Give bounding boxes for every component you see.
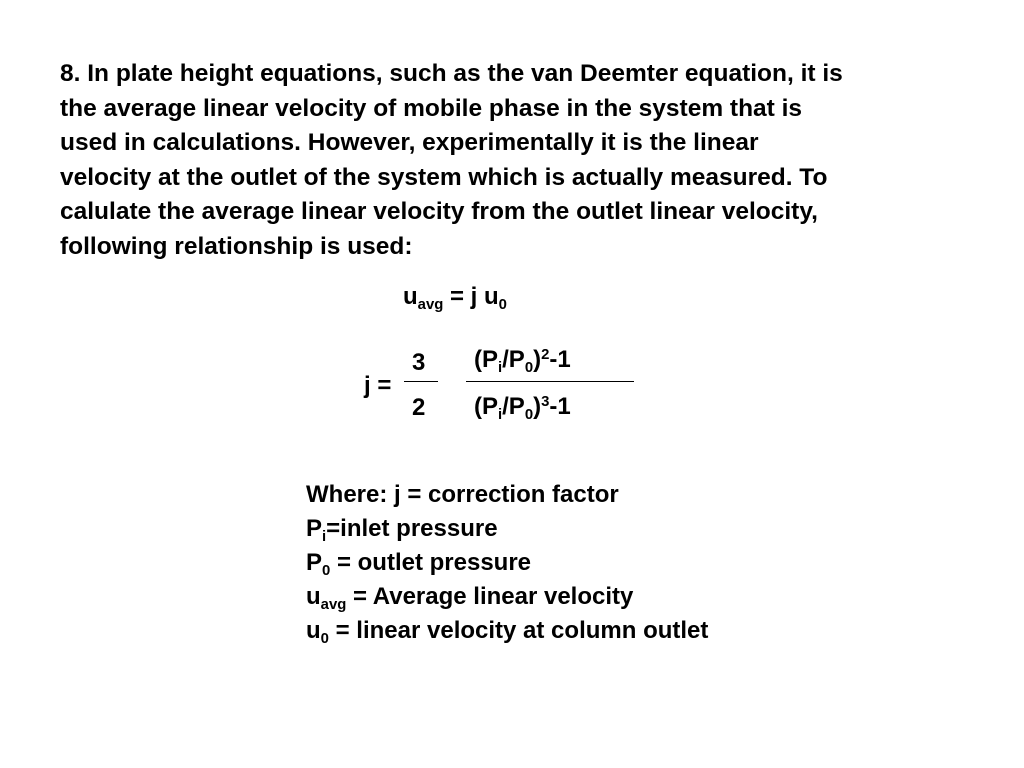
definition-pi-subscript: i xyxy=(322,529,327,546)
definition-u0-symbol: u xyxy=(306,617,321,644)
eq2-top-exponent: 2 xyxy=(541,346,550,363)
eq2-top-zero-subscript: 0 xyxy=(524,360,534,377)
definition-uavg-symbol: u xyxy=(306,583,321,610)
definition-where: Where: j = correction factor xyxy=(306,481,619,508)
definition-uavg-subscript: avg xyxy=(320,597,347,614)
question-line: the average linear velocity of mobile phase in the system that is xyxy=(60,94,803,122)
eq1-avg-subscript: avg xyxy=(417,297,444,314)
eq2-frac-denominator: 2 xyxy=(412,394,426,421)
eq2-bot-open: (P xyxy=(474,393,498,420)
question-line: used in calculations. However, experimentally it is the linear xyxy=(60,129,759,156)
question-line: calulate the average linear velocity from the outlet linear velocity, xyxy=(60,198,818,225)
eq2-top-mid: /P xyxy=(502,346,525,373)
definition-p0-symbol: P xyxy=(306,549,323,576)
definition-u0 xyxy=(306,614,708,648)
eq2-bot-exponent: 3 xyxy=(541,393,550,410)
eq2-j-label: j = xyxy=(364,372,392,399)
definition-uavg-text: = Average linear velocity xyxy=(346,583,634,610)
equation-uavg xyxy=(403,283,507,314)
definition-p0-text: = outlet pressure xyxy=(330,549,532,576)
definition-pi xyxy=(306,512,708,546)
definition-pi-text: =inlet pressure xyxy=(326,515,498,542)
eq2-top-expression xyxy=(474,346,571,377)
eq1-rhs: = j u xyxy=(443,283,499,310)
eq2-bot-close: ) xyxy=(533,393,542,420)
question-line: velocity at the outlet of the system which is actually measured. To xyxy=(60,163,828,191)
eq2-top-open: (P xyxy=(474,346,498,373)
definition-uavg xyxy=(306,580,708,614)
eq1-zero-subscript: 0 xyxy=(498,297,507,314)
definition-u0-text: = linear velocity at column outlet xyxy=(328,617,709,644)
eq2-bot-i-subscript: i xyxy=(498,407,503,424)
question-text xyxy=(60,57,1000,264)
definition-u0-subscript: 0 xyxy=(320,631,329,648)
eq2-top-i-subscript: i xyxy=(498,360,503,377)
question-line: following relationship is used: xyxy=(60,232,413,260)
eq2-frac-bar-small xyxy=(404,381,438,382)
definition-p0 xyxy=(306,546,708,580)
question-line: 8. In plate height equations, such as the van Deemter equation, it is xyxy=(60,60,843,87)
definition-p0-subscript: 0 xyxy=(322,563,331,580)
eq2-frac-bar-large xyxy=(466,381,634,382)
eq2-bottom-expression xyxy=(474,393,571,424)
definitions-list xyxy=(306,478,708,648)
eq2-frac-numerator: 3 xyxy=(412,349,426,376)
eq2-top-close: ) xyxy=(533,346,542,373)
eq2-bot-tail: -1 xyxy=(549,393,571,420)
eq2-top-tail: -1 xyxy=(549,346,571,373)
eq2-bot-zero-subscript: 0 xyxy=(524,407,534,424)
eq2-bot-mid: /P xyxy=(502,393,525,420)
definition-pi-symbol: P xyxy=(306,515,323,542)
eq1-u: u xyxy=(403,283,418,310)
